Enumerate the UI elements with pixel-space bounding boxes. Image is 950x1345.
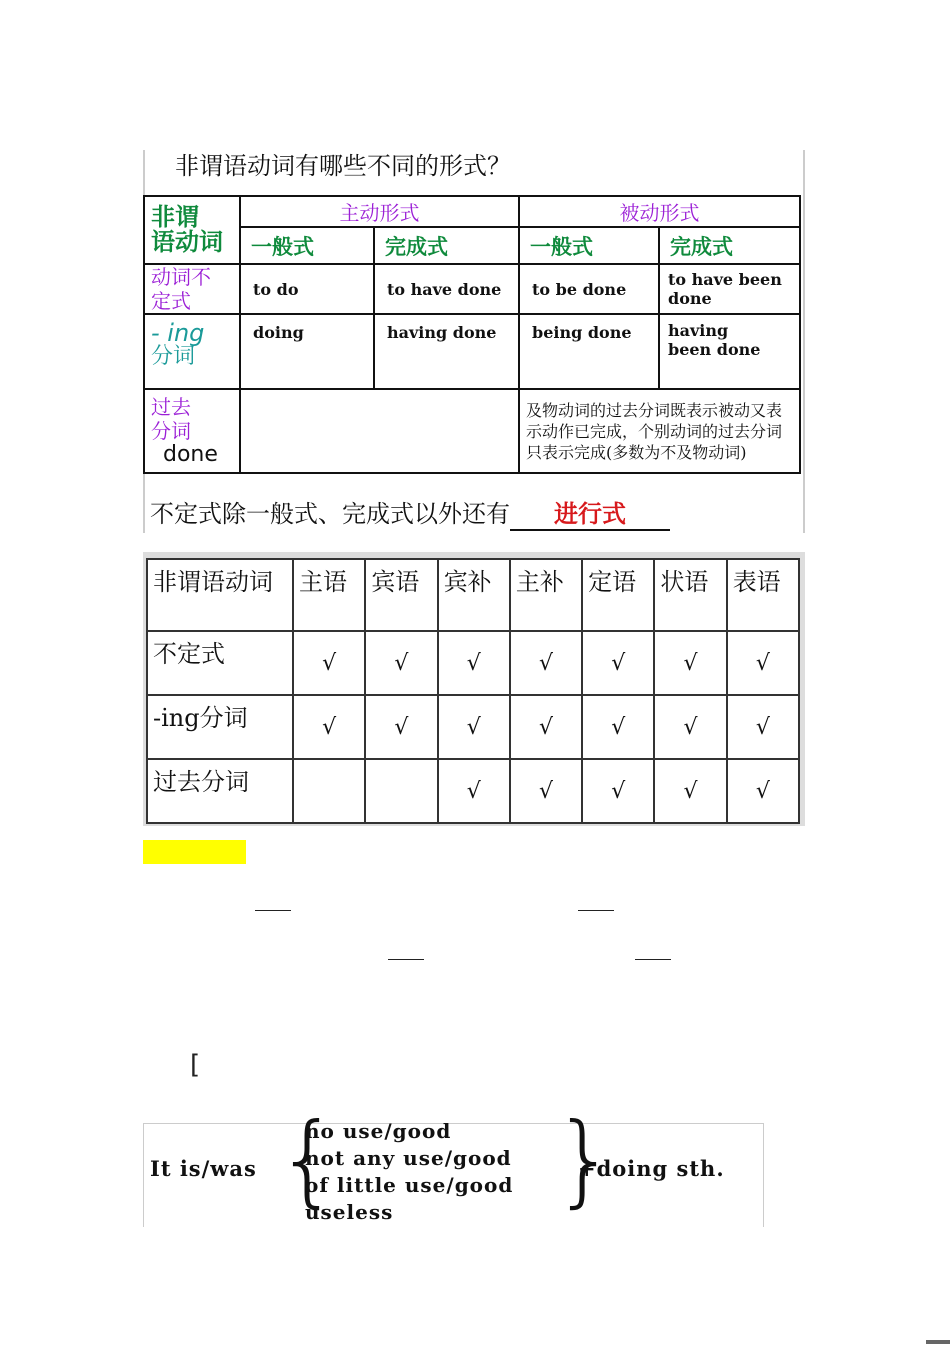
check-mark: √ [727,631,799,695]
check-mark: √ [365,631,437,695]
left-brace: { [276,1101,340,1218]
check-mark: √ [727,695,799,759]
function-row-label: -ing分词 [147,695,293,759]
check-mark: √ [654,759,726,823]
check-mark: √ [438,759,510,823]
functions-table [146,558,800,824]
fill-in-text: 不定式除一般式、完成式以外还有 [150,500,510,528]
bracket-mark: [ [190,1050,201,1080]
check-mark: √ [438,631,510,695]
corner-label: 非谓 语动词 [144,196,240,264]
empty-cell [365,759,437,823]
check-mark: √ [654,631,726,695]
ing-row-head [144,314,240,389]
option-2: not any use/good [305,1146,512,1170]
blank-line [255,910,291,911]
active-general-header: 一般式 [240,227,374,264]
function-row [147,759,799,823]
option-3: of little use/good [305,1173,514,1197]
passive-perfect-header: 完成式 [659,227,800,264]
past-participle-empty-cell [240,389,519,473]
ing-active-general: doing [240,314,374,389]
function-header: 表语 [727,559,799,631]
fill-in-answer: 进行式 [510,494,670,531]
check-mark: √ [727,759,799,823]
blank-line [388,959,424,960]
function-header: 定语 [582,559,654,631]
ing-passive-general: being done [519,314,659,389]
pattern-options [305,1118,513,1226]
infinitive-active-general: to do [240,264,374,314]
check-mark: √ [293,695,365,759]
function-row [147,631,799,695]
check-mark: √ [582,759,654,823]
past-participle-row-head [144,389,240,473]
function-header: 主补 [510,559,582,631]
infinitive-passive-perfect: to have been done [659,264,800,314]
blank-line [578,910,614,911]
function-row-label: 不定式 [147,631,293,695]
infinitive-row-head: 动词不 定式 [144,264,240,314]
past-participle-done: done [163,442,218,467]
active-form-header: 主动形式 [240,196,519,227]
check-mark: √ [365,695,437,759]
infinitive-active-perfect: to have done [374,264,519,314]
ing-passive-perfect: having been done [659,314,800,389]
check-mark: √ [438,695,510,759]
check-mark: √ [582,695,654,759]
function-row-label: 过去分词 [147,759,293,823]
function-header: 宾补 [438,559,510,631]
check-mark: √ [293,631,365,695]
passive-general-header: 一般式 [519,227,659,264]
empty-cell [293,759,365,823]
participle-label: 分词 [151,344,196,369]
check-mark: √ [510,695,582,759]
check-mark: √ [510,631,582,695]
passive-form-header: 被动形式 [519,196,800,227]
function-header: 状语 [654,559,726,631]
past-participle-note: 及物动词的过去分词既表示被动又表示动作已完成，个别动词的过去分词只表示完成(多数为不及物动词) [519,389,800,473]
ing-label: - ing [151,319,205,347]
function-header: 宾语 [365,559,437,631]
past-participle-label: 过去 分词 [151,395,191,443]
forms-title: 非谓语动词有哪些不同的形式？ [175,152,511,180]
pattern-lead: It is/was [150,1156,257,1181]
option-4: useless [305,1200,394,1224]
functions-corner-header: 非谓语动词 [147,559,293,631]
active-perfect-header: 完成式 [374,227,519,264]
fill-in-sentence [150,494,670,531]
option-1: no use/good [305,1119,452,1143]
check-mark: √ [582,631,654,695]
pattern-tail: +doing sth. [578,1156,725,1181]
function-row [147,695,799,759]
infinitive-passive-general: to be done [519,264,659,314]
right-brace: } [553,1101,617,1218]
forms-table [143,195,801,474]
check-mark: √ [510,759,582,823]
blank-line [635,959,671,960]
check-mark: √ [654,695,726,759]
page-edge-mark [926,1340,950,1344]
function-header: 主语 [293,559,365,631]
highlight-block [143,840,246,864]
ing-active-perfect: having done [374,314,519,389]
